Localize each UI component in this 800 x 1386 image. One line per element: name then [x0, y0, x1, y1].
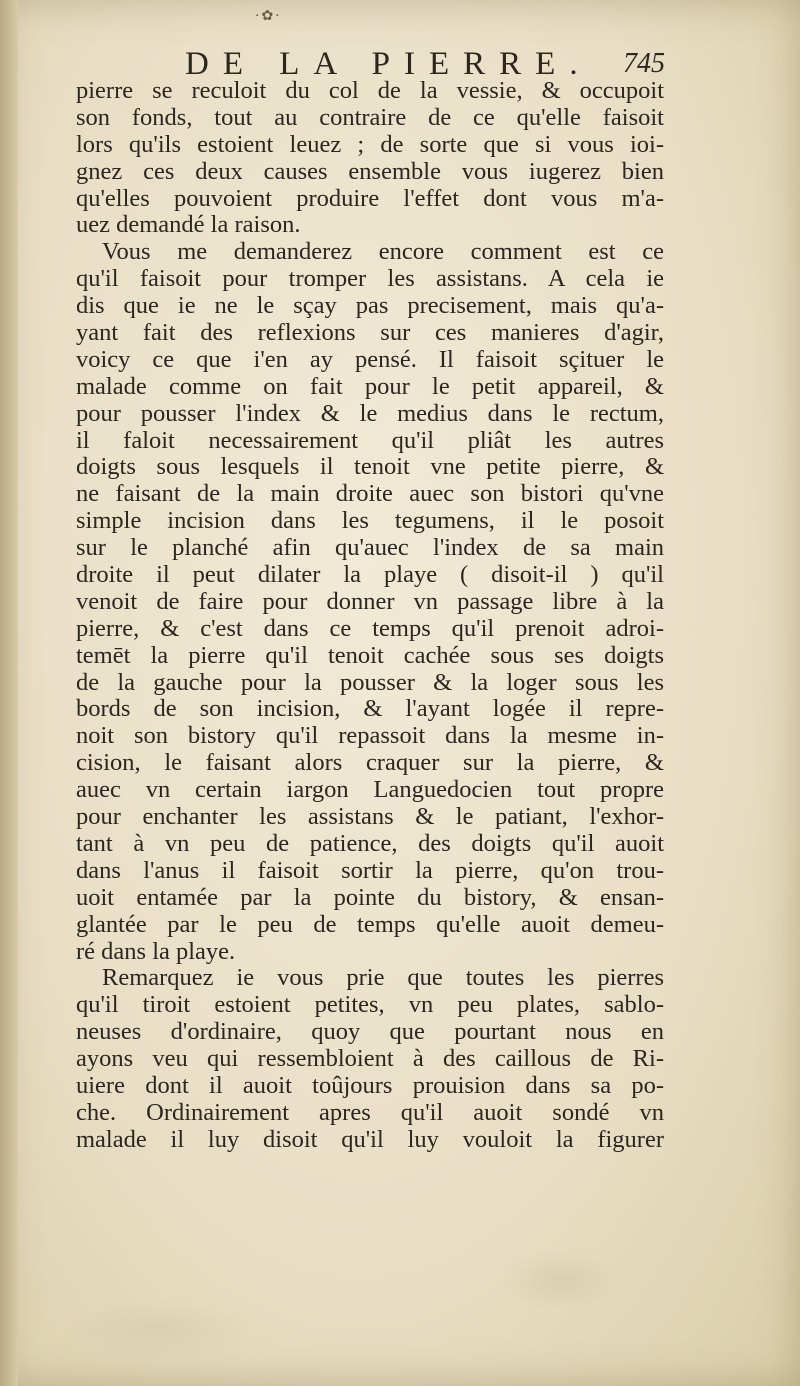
text-line: ré dans la playe.: [76, 938, 236, 965]
text-line: bords de son incision, & l'ayant logée il repre-: [76, 696, 664, 723]
text-line: sur le planché afin qu'auec l'index de sa main: [76, 535, 664, 562]
text-line: cision, le faisant alors craquer sur la pierre, &: [76, 750, 664, 777]
text-line: Vous me demanderez encore comment est ce: [102, 239, 664, 266]
running-head: DE LA PIERRE.: [185, 46, 592, 82]
text-line: pour pousser l'index & le medius dans le rectum,: [76, 400, 664, 427]
text-line: voicy ce que i'en ay pensé. Il faisoit sçituer le: [76, 346, 664, 373]
text-line: che. Ordinairement apres qu'il auoit sondé vn: [76, 1099, 664, 1126]
paper-stain: [60, 1300, 260, 1360]
text-line: qu'il tiroit estoient petites, vn peu plates, sablo-: [76, 992, 664, 1019]
text-line: il faloit necessairement qu'il pliât les autres: [76, 427, 664, 454]
text-line: yant fait des reflexions sur ces manieres d'agir,: [76, 320, 664, 347]
page-spine-edge: [0, 0, 18, 1386]
body-text: [76, 78, 664, 1154]
text-line: malade comme on fait pour le petit appareil, &: [76, 373, 664, 400]
text-line: de la gauche pour la pousser & la loger sous les: [76, 669, 664, 696]
text-line: neuses d'ordinaire, quoy que pourtant nous en: [76, 1019, 664, 1046]
text-line: simple incision dans les tegumens, il le posoit: [76, 508, 664, 535]
text-line: droite il peut dilater la playe ( disoit-il ) qu'il: [76, 562, 664, 589]
text-line: uiere dont il auoit toûjours prouision dans sa po-: [76, 1072, 664, 1099]
text-line: ayons veu qui ressembloient à des caillous de Ri-: [76, 1046, 664, 1073]
text-line: pierre, & c'est dans ce temps qu'il prenoit adroi-: [76, 615, 664, 642]
text-line: dis que ie ne le sçay pas precisement, mais qu'a-: [76, 293, 664, 320]
text-line: glantée par le peu de temps qu'elle auoit demeu-: [76, 911, 664, 938]
text-line: ne faisant de la main droite auec son bistori qu'vne: [76, 481, 664, 508]
text-line: venoit de faire pour donner vn passage libre à la: [76, 588, 664, 615]
text-line: auec vn certain iargon Languedocien tout propre: [76, 777, 664, 804]
text-line: uez demandé la raison.: [76, 212, 301, 239]
text-line: malade il luy disoit qu'il luy vouloit la figurer: [76, 1126, 664, 1153]
text-line: Remarquez ie vous prie que toutes les pierres: [102, 965, 664, 992]
text-line: doigts sous lesquels il tenoit vne petite pierre, &: [76, 454, 664, 481]
text-line: lors qu'ils estoient leuez ; de sorte que si vous ioi-: [76, 131, 664, 158]
page-number: 745: [623, 48, 665, 79]
text-line: pierre se reculoit du col de la vessie, & occupoit: [76, 78, 664, 104]
text-line: gnez ces deux causes ensemble vous iugerez bien: [76, 158, 664, 185]
paper-stain: [500, 1250, 620, 1310]
text-line: dans l'anus il faisoit sortir la pierre, qu'on trou-: [76, 857, 664, 884]
text-line: qu'il faisoit pour tromper les assistans. A cela ie: [76, 266, 664, 293]
text-line: uoit entamée par la pointe du bistory, & ensan-: [76, 884, 664, 911]
text-line: tant à vn peu de patience, des doigts qu'il auoit: [76, 830, 664, 857]
top-ornament: ·✿·: [255, 8, 282, 24]
text-line: son fonds, tout au contraire de ce qu'elle faisoit: [76, 104, 664, 131]
text-line: pour enchanter les assistans & le patiant, l'exhor-: [76, 804, 664, 831]
text-line: qu'elles pouvoient produire l'effet dont vous m'a-: [76, 185, 664, 212]
text-line: noit son bistory qu'il repassoit dans la mesme in-: [76, 723, 664, 750]
text-line: temēt la pierre qu'il tenoit cachée sous ses doigts: [76, 642, 664, 669]
